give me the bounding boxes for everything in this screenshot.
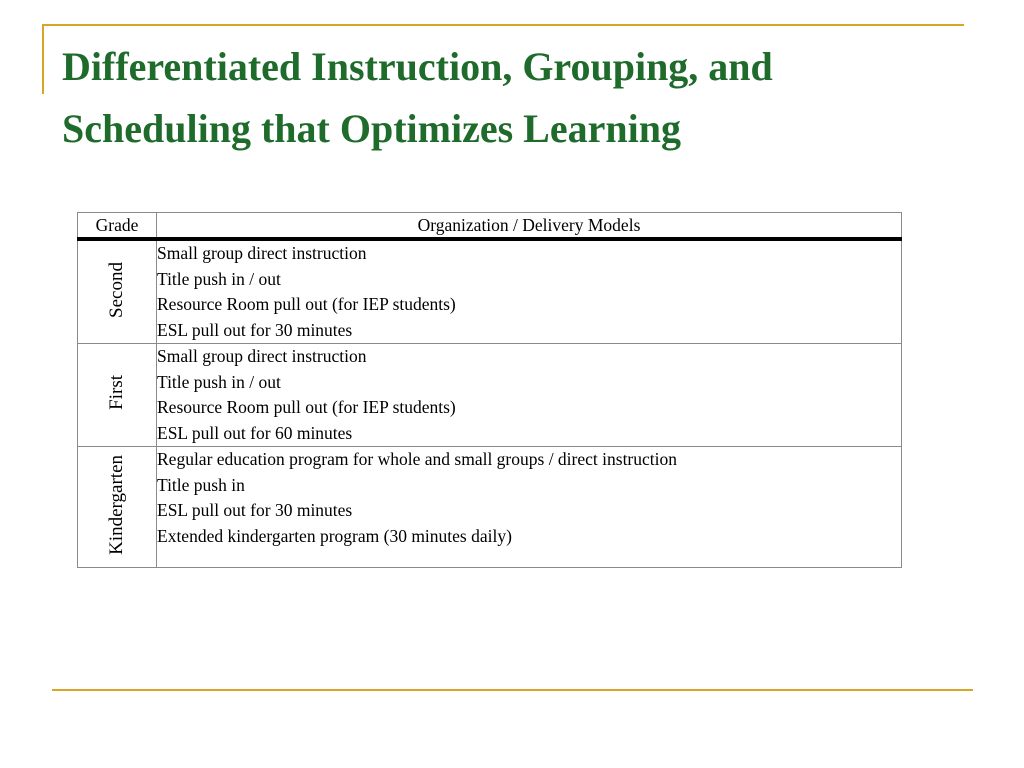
list-item: Small group direct instruction	[157, 346, 367, 366]
list-item: Small group direct instruction	[157, 243, 367, 263]
list-item: ESL pull out for 30 minutes	[157, 500, 353, 520]
list-item: Title push in / out	[157, 268, 281, 289]
list-item: Title push in / out	[157, 371, 281, 392]
list-item: Resource Room pull out (for IEP students)	[157, 294, 456, 314]
grade-cell-second	[78, 239, 157, 344]
header-grade: Grade	[78, 213, 157, 240]
table-header-row	[78, 213, 902, 240]
frame-top-line	[42, 24, 964, 26]
list-item: Resource Room pull out (for IEP students)	[157, 397, 456, 417]
slide-title	[62, 36, 962, 160]
table-row-second	[78, 239, 902, 344]
grade-cell-kindergarten	[78, 447, 157, 568]
grade-label-kindergarten: Kindergarten	[106, 454, 127, 555]
list-item: ESL pull out for 30 minutes	[157, 319, 353, 340]
slide-title-line-2: Scheduling that Optimizes Learning	[62, 106, 681, 151]
header-models: Organization / Delivery Models	[157, 213, 902, 240]
frame-bottom-line	[52, 689, 973, 691]
models-cell-first	[157, 344, 902, 447]
frame-left-line	[42, 24, 44, 94]
models-cell-kindergarten	[157, 447, 902, 568]
list-item: Regular education program for whole and small groups / direct instruction	[157, 449, 678, 469]
slide-title-line-1: Differentiated Instruction, Grouping, and	[62, 44, 773, 89]
list-item: ESL pull out for 60 minutes	[157, 422, 353, 443]
table-row-kindergarten	[78, 447, 902, 568]
grade-cell-first	[78, 344, 157, 447]
grade-label-second: Second	[106, 261, 127, 318]
delivery-models-table	[77, 212, 902, 568]
grade-label-first: First	[106, 375, 127, 410]
list-item: Extended kindergarten program (30 minutes daily)	[157, 525, 512, 546]
list-item: Title push in	[157, 474, 245, 495]
table-row-first	[78, 344, 902, 447]
models-cell-second	[157, 239, 902, 344]
